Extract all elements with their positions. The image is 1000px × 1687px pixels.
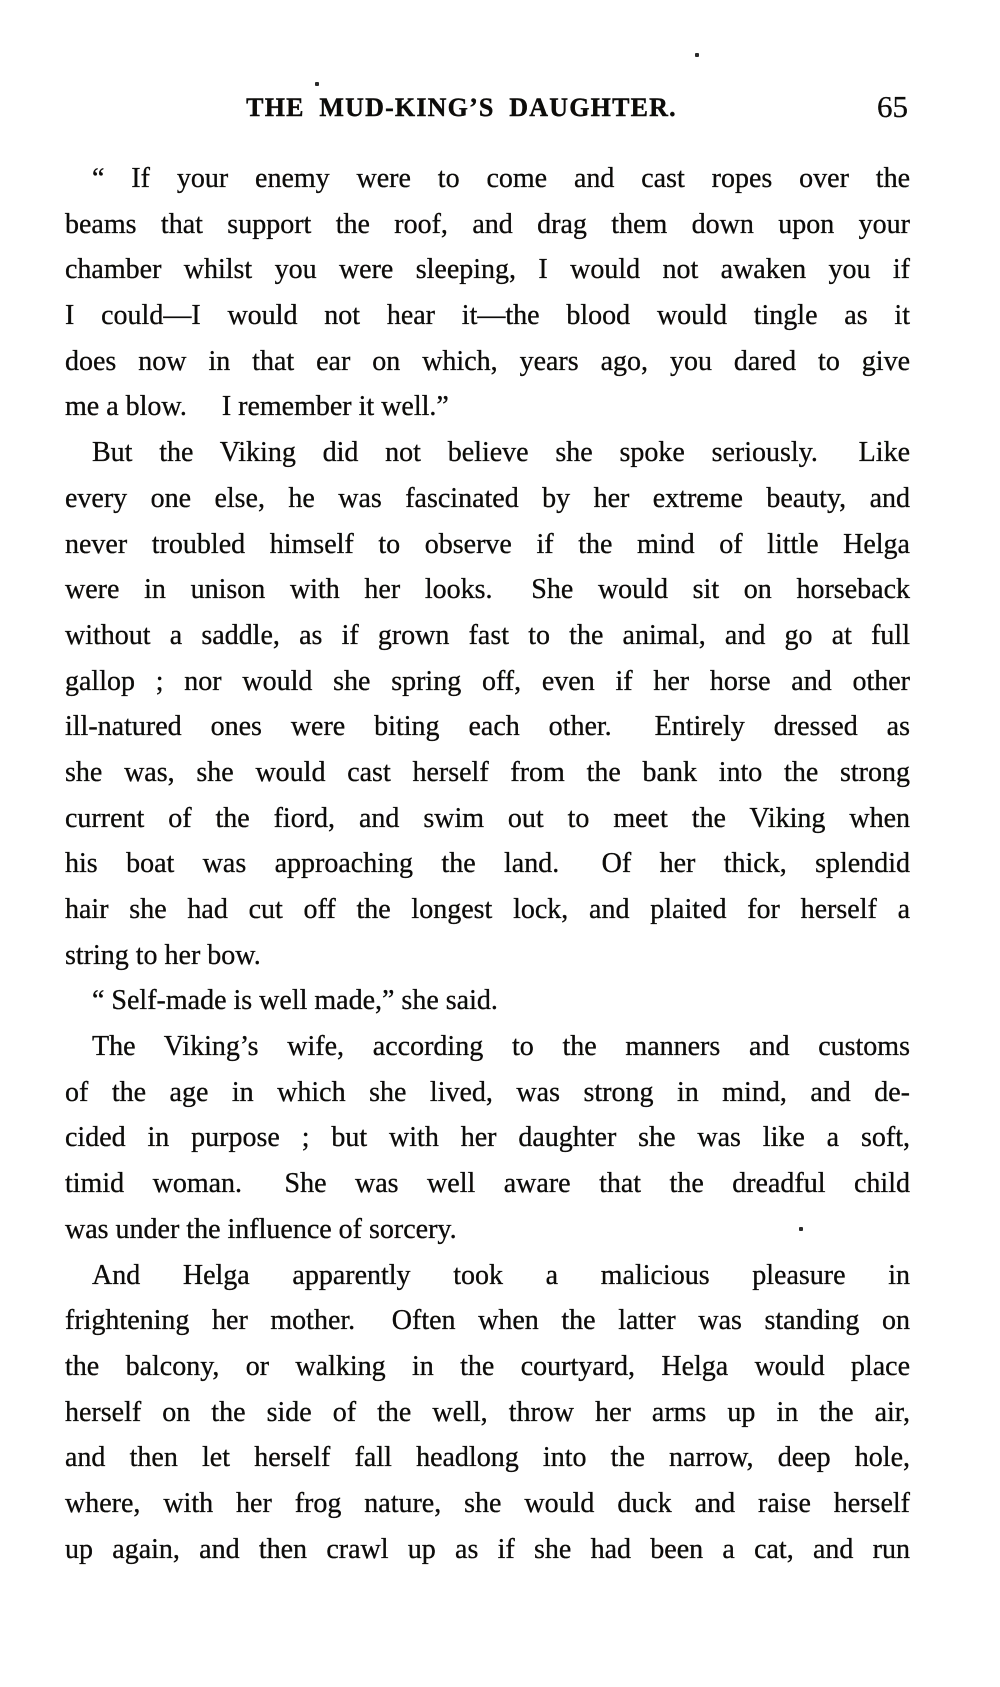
page-number: 65 — [877, 89, 908, 124]
text-line: The Viking’s wife, according to the manners and customs — [92, 1031, 910, 1063]
text-line: hair she had cut off the longest lock, and plaited for herself a — [65, 894, 910, 925]
text-line: were in unison with her looks. She would sit on horseback — [65, 574, 910, 606]
text-line: me a blow. I remember it well.” — [65, 391, 449, 423]
paragraph — [65, 1024, 910, 1252]
text-line: “ If your enemy were to come and cast ropes over the — [92, 163, 910, 194]
text-line: string to her bow. — [65, 939, 261, 971]
text-line: gallop ; nor would she spring off, even if her horse and other — [65, 665, 910, 697]
text-line: never troubled himself to observe if the mind of little Helga — [65, 528, 910, 560]
scan-speck-icon — [799, 1227, 803, 1231]
text-line: And Helga apparently took a malicious pleasure in — [92, 1259, 910, 1291]
running-head — [65, 89, 910, 127]
text-line: timid woman. She was well aware that the dreadful child — [65, 1168, 910, 1200]
text-line: I could—I would not hear it—the blood would tingle as it — [65, 300, 910, 332]
text-line: ill-natured ones were biting each other. Entirely dressed as — [65, 711, 910, 743]
text-line: does now in that ear on which, years ago, you dared to give — [65, 345, 910, 377]
page-title: THE MUD-KING’S DAUGHTER. — [246, 93, 677, 122]
text-line: chamber whilst you were sleeping, I would not awaken you if — [65, 254, 910, 286]
text-line: beams that support the roof, and drag them down upon your — [65, 208, 910, 240]
text-line: cided in purpose ; but with her daughter she was like a soft, — [65, 1122, 910, 1154]
paragraph — [65, 430, 910, 978]
text-line: his boat was approaching the land. Of her thick, splendid — [65, 848, 910, 880]
text-line: she was, she would cast herself from the bank into the strong — [65, 756, 910, 788]
text-line: was under the influence of sorcery. — [65, 1213, 457, 1245]
text-line: herself on the side of the well, throw her arms up in the air, — [65, 1396, 910, 1428]
paragraph — [65, 978, 910, 1024]
text-line: “ Self-made is well made,” she said. — [92, 985, 498, 1017]
text-line: up again, and then crawl up as if she had been a cat, and run — [65, 1533, 910, 1565]
text-line: current of the fiord, and swim out to meet the Viking when — [65, 802, 910, 834]
text-line: without a saddle, as if grown fast to the animal, and go at full — [65, 619, 910, 651]
text-line: every one else, he was fascinated by her extreme beauty, and — [65, 482, 910, 514]
text-line: frightening her mother. Often when the latter was standing on — [65, 1305, 910, 1337]
scan-speck-icon — [315, 82, 319, 86]
paragraph — [65, 1253, 910, 1573]
text-line: But the Viking did not believe she spoke seriously. Like — [92, 437, 910, 469]
text-line: the balcony, or walking in the courtyard, Helga would place — [65, 1350, 910, 1382]
text-line: where, with her frog nature, she would duck and raise herself — [65, 1487, 910, 1519]
paragraph — [65, 156, 910, 430]
scan-speck-icon — [695, 53, 699, 57]
text-line: of the age in which she lived, was strong in mind, and de- — [65, 1076, 910, 1108]
page-body — [65, 156, 910, 1572]
text-line: and then let herself fall headlong into the narrow, deep hole, — [65, 1442, 910, 1474]
